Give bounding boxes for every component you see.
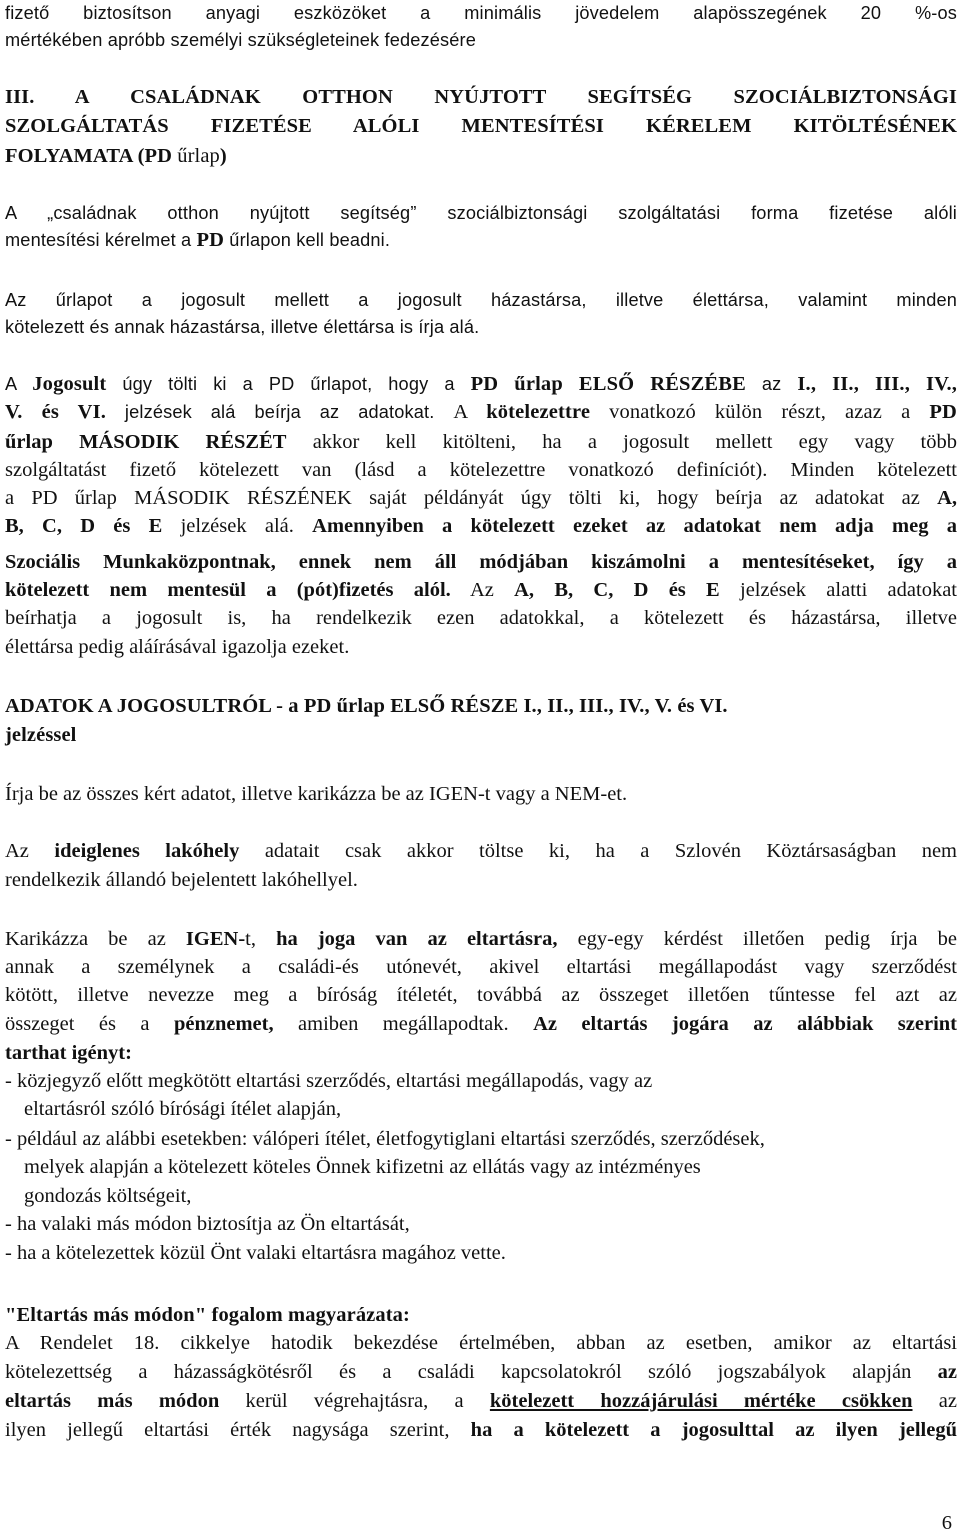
- paragraph-line: ilyen jellegű eltartási érték nagysága szerint, ha a kötelezett a jogosulttal az ilyen jellegű: [5, 1419, 958, 1441]
- paragraph-line: összeget és a pénznemet, amiben megállapodtak. Az eltartás jogára az alábbiak szerint: [5, 1013, 958, 1035]
- paragraph-line: élettársa pedig aláírásával igazolja ezeket.: [5, 636, 350, 658]
- page-number: 6: [941, 1512, 952, 1534]
- paragraph-line: B, C, D és E jelzések alá. Amennyiben a kötelezett ezeket az adatokat nem adja meg a: [5, 515, 957, 537]
- section-title: ADATOK A JOGOSULTRÓL - a PD űrlap ELSŐ RÉSZE I., II., III., IV., V. és VI.: [5, 695, 728, 717]
- list-item: melyek alapján a kötelezett köteles Önnek kifizetni az ellátás vagy az intézményes: [24, 1156, 701, 1178]
- paragraph-line: V. és VI. jelzések alá beírja az adatokat. A kötelezettre vonatkozó külön részt, azaz a PD: [5, 401, 957, 423]
- intro-line: fizető biztosítson anyagi eszközöket a minimális jövedelem alapösszegének 20 %-os: [5, 3, 957, 23]
- section-title: jelzéssel: [5, 724, 77, 746]
- list-item: - például az alábbi esetekben: válóperi ítélet, életfogytiglani eltartási szerződés, szerződések,: [5, 1128, 765, 1150]
- paragraph-line: kötött, illetve nevezze meg a bíróság ítéletét, továbbá az összeget illetően tűntesse fel azt az: [5, 984, 957, 1006]
- list-item: eltartásról szóló bírósági ítélet alapján,: [24, 1098, 342, 1120]
- paragraph-line: a PD űrlap MÁSODIK RÉSZÉNEK saját példányát úgy tölti ki, hogy beírja az adatokat az A,: [5, 487, 957, 509]
- section-title: SZOLGÁLTATÁS FIZETÉSE ALÓLI MENTESÍTÉSI KÉRELEM KITÖLTÉSÉNEK: [5, 115, 957, 137]
- paragraph-line: űrlap MÁSODIK RÉSZÉT akkor kell kitölteni, ha a jogosult mellett egy vagy több: [5, 431, 957, 453]
- section-title: III. A CSALÁDNAK OTTHON NYÚJTOTT SEGÍTSÉG SZOCIÁLBIZTONSÁGI: [5, 86, 957, 108]
- paragraph-line: Az űrlapot a jogosult mellett a jogosult házastársa, illetve élettársa, valamint minden: [5, 290, 957, 310]
- paragraph-line: A Rendelet 18. cikkelye hatodik bekezdése értelmében, abban az esetben, amikor az eltartási: [5, 1332, 957, 1354]
- paragraph-line: A Jogosult úgy tölti ki a PD űrlapot, hogy a PD űrlap ELSŐ RÉSZÉBE az I., II., III., IV.,: [5, 373, 958, 395]
- list-item: gondozás költségeit,: [24, 1185, 192, 1207]
- paragraph-line: mentesítési kérelmet a PD űrlapon kell beadni.: [5, 229, 391, 251]
- paragraph-line: kötelezettség a házasságkötésről és a családi kapcsolatokról szóló jogszabályok alapján az: [5, 1361, 957, 1383]
- paragraph-line: rendelkezik állandó bejelentett lakóhellyel.: [5, 869, 358, 891]
- paragraph-line: beírhatja a jogosult is, ha rendelkezik ezen adatokkal, a kötelezett és házastársa, illetve: [5, 607, 957, 629]
- list-item: - ha a kötelezettek közül Önt valaki eltartásra magához vette.: [5, 1242, 506, 1264]
- paragraph-line: tarthat igényt:: [5, 1042, 132, 1064]
- list-item: - közjegyző előtt megkötött eltartási szerződés, eltartási megállapodás, vagy az: [5, 1070, 653, 1092]
- paragraph-line: Szociális Munkaközpontnak, ennek nem áll módjában kiszámolni a mentesítéseket, így a: [5, 551, 957, 573]
- paragraph-line: kötelezett nem mentesül a (pót)fizetés alól. Az A, B, C, D és E jelzések alatti adatokat: [5, 579, 957, 601]
- paragraph-line: kötelezett és annak házastársa, illetve élettársa is írja alá.: [5, 317, 480, 337]
- paragraph-line: szolgáltatást fizető kötelezett van (lásd a kötelezettre vonatkozó definíciót). Minden kötelezett: [5, 459, 957, 481]
- section-title: "Eltartás más módon" fogalom magyarázata:: [5, 1304, 410, 1326]
- paragraph-line: A „családnak otthon nyújtott segítség” szociálbiztonsági szolgáltatási forma fizetése alóli: [5, 203, 957, 223]
- paragraph-line: annak a személynek a családi-és utónevét, akivel eltartási megállapodást vagy szerződést: [5, 956, 957, 978]
- paragraph-line: Karikázza be az IGEN-t, ha joga van az eltartásra, egy-egy kérdést illetően pedig írja be: [5, 928, 957, 950]
- paragraph-line: eltartás más módon kerül végrehajtásra, a kötelezett hozzájárulási mértéke csökken az: [5, 1390, 957, 1412]
- intro-line: mértékében apróbb személyi szükségleteinek fedezésére: [5, 30, 476, 50]
- paragraph-line: Az ideiglenes lakóhely adatait csak akkor töltse ki, ha a Szlovén Köztársaságban nem: [5, 840, 957, 862]
- section-title: FOLYAMATA (PD űrlap): [5, 145, 227, 167]
- paragraph-line: Írja be az összes kért adatot, illetve karikázza be az IGEN-t vagy a NEM-et.: [5, 783, 628, 805]
- list-item: - ha valaki más módon biztosítja az Ön eltartását,: [5, 1213, 410, 1235]
